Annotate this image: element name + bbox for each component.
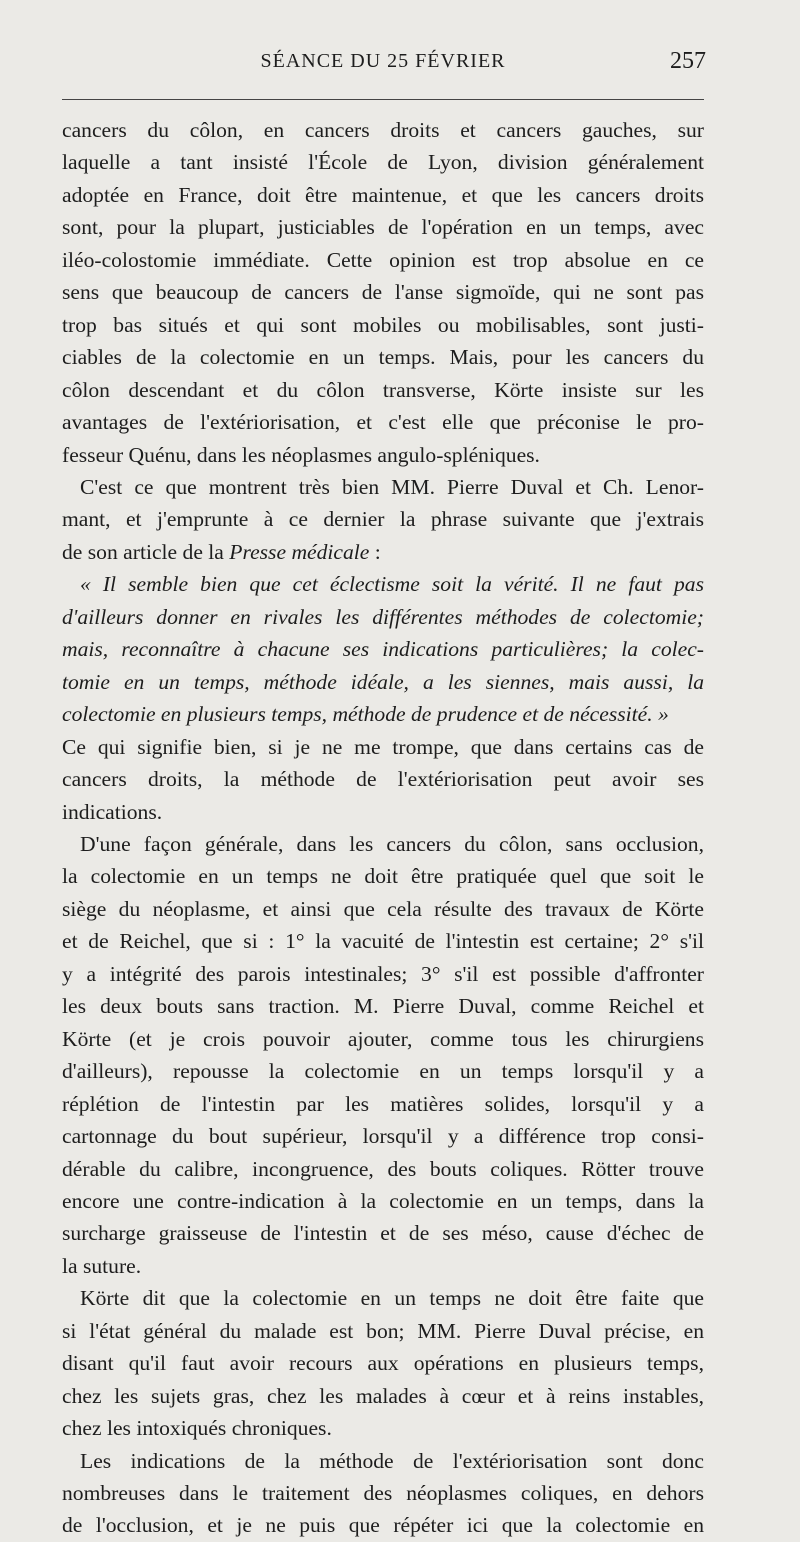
paragraph bbox=[62, 471, 704, 568]
text-line: indications. bbox=[62, 799, 163, 824]
text-line: réplétion de l'intestin par les matières solides, lorsqu'il y a bbox=[62, 1091, 704, 1116]
text-line: fesseur Quénu, dans les néoplasmes angulo-spléniques. bbox=[62, 442, 540, 467]
paragraph bbox=[62, 731, 704, 828]
text-line: laquelle a tant insisté l'École de Lyon, division généralement bbox=[62, 150, 704, 175]
text-line: Ce qui signifie bien, si je ne me trompe, que dans certains cas de bbox=[62, 734, 704, 759]
text-line: Les indications de la méthode de l'extériorisation sont donc bbox=[80, 1448, 704, 1473]
running-head: SÉANCE DU 25 FÉVRIER bbox=[260, 50, 506, 72]
paragraph bbox=[62, 114, 704, 471]
text-line: iléo-colostomie immédiate. Cette opinion est trop absolue en ce bbox=[62, 247, 704, 272]
text-line: encore une contre-indication à la colectomie en un temps, dans la bbox=[62, 1188, 704, 1213]
text-line: siège du néoplasme, et ainsi que cela résulte des travaux de Körte bbox=[62, 896, 704, 921]
text-line: avantages de l'extériorisation, et c'est elle que préconise le pro- bbox=[62, 410, 704, 435]
text-line: colectomie en plusieurs temps, méthode de prudence et de nécessité. » bbox=[62, 702, 669, 727]
page-header bbox=[62, 46, 704, 86]
paragraph bbox=[62, 1282, 704, 1444]
text-line bbox=[62, 536, 704, 568]
text-line: Körte dit que la colectomie en un temps ne doit être faite que bbox=[80, 1286, 704, 1311]
text-line: sens que beaucoup de cancers de l'anse sigmoïde, qui ne sont pas bbox=[62, 280, 704, 305]
text-line: cancers du côlon, en cancers droits et cancers gauches, sur bbox=[62, 118, 704, 142]
text-segment: : bbox=[369, 539, 381, 564]
body-text bbox=[62, 114, 704, 1542]
header-rule bbox=[62, 99, 704, 100]
text-line: mant, et j'emprunte à ce dernier la phrase suivante que j'extrais bbox=[62, 507, 704, 532]
text-line: cancers droits, la méthode de l'extériorisation peut avoir ses bbox=[62, 767, 704, 792]
text-line: sont, pour la plupart, justiciables de l'opération en un temps, avec bbox=[62, 215, 704, 240]
text-line: dérable du calibre, incongruence, des bouts coliques. Rötter trouve bbox=[62, 1156, 704, 1181]
text-line: les deux bouts sans traction. M. Pierre Duval, comme Reichel et bbox=[62, 994, 704, 1019]
text-line: si l'état général du malade est bon; MM. Pierre Duval précise, en bbox=[62, 1318, 704, 1343]
text-line: trop bas situés et qui sont mobiles ou mobilisables, sont justi- bbox=[62, 312, 704, 337]
text-line: disant qu'il faut avoir recours aux opérations en plusieurs temps, bbox=[62, 1351, 704, 1376]
text-line: chez les sujets gras, chez les malades à cœur et à reins instables, bbox=[62, 1383, 704, 1408]
text-line: C'est ce que montrent très bien MM. Pierre Duval et Ch. Lenor- bbox=[80, 474, 704, 499]
text-line: nombreuses dans le traitement des néoplasmes coliques, en dehors bbox=[62, 1481, 704, 1506]
text-line: tomie en un temps, méthode idéale, a les siennes, mais aussi, la bbox=[62, 669, 704, 694]
text-line: cartonnage du bout supérieur, lorsqu'il y a différence trop consi- bbox=[62, 1124, 704, 1149]
text-line: d'ailleurs donner en rivales les différentes méthodes de colectomie; bbox=[62, 604, 704, 629]
text-line: ciables de la colectomie en un temps. Mais, pour les cancers du bbox=[62, 345, 704, 370]
text-line: la colectomie en un temps ne doit être pratiquée quel que soit le bbox=[62, 864, 704, 889]
page-number: 257 bbox=[670, 48, 706, 74]
text-line: D'une façon générale, dans les cancers du côlon, sans occlusion, bbox=[80, 831, 704, 856]
paragraph bbox=[62, 568, 704, 730]
text-line: y a intégrité des parois intestinales; 3° s'il est possible d'affronter bbox=[62, 961, 704, 986]
text-line: côlon descendant et du côlon transverse, Körte insiste sur les bbox=[62, 377, 704, 402]
journal-title: Presse médicale bbox=[229, 539, 370, 564]
text-line: chez les intoxiqués chroniques. bbox=[62, 1416, 332, 1441]
text-line: mais, reconnaître à chacune ses indications particulières; la colec- bbox=[62, 637, 704, 662]
text-line: Körte (et je crois pouvoir ajouter, comme tous les chirurgiens bbox=[62, 1026, 704, 1051]
text-line: « Il semble bien que cet éclectisme soit la vérité. Il ne faut pas bbox=[80, 572, 704, 597]
text-line: surcharge graisseuse de l'intestin et de ses méso, cause d'échec de bbox=[62, 1221, 704, 1246]
text-line: la suture. bbox=[62, 1253, 142, 1278]
text-line: adoptée en France, doit être maintenue, et que les cancers droits bbox=[62, 182, 704, 207]
text-line: de l'occlusion, et je ne puis que répéter ici que la colectomie en bbox=[62, 1513, 704, 1538]
paragraph bbox=[62, 828, 704, 1282]
text-line: et de Reichel, que si : 1° la vacuité de l'intestin est certaine; 2° s'il bbox=[62, 929, 704, 954]
paragraph bbox=[62, 1445, 704, 1542]
text-line: d'ailleurs), repousse la colectomie en un temps lorsqu'il y a bbox=[62, 1059, 704, 1084]
text-segment: de son article de la bbox=[62, 539, 230, 564]
